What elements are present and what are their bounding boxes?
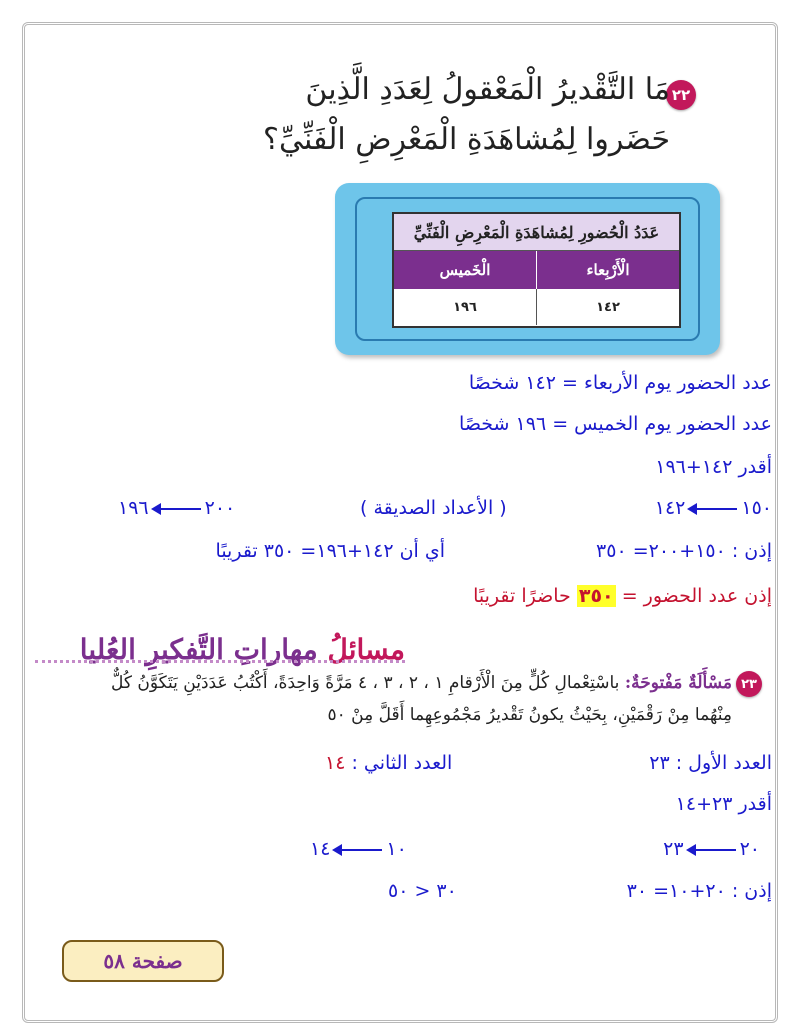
table-title: عَدَدُ الْحُضورِ لِمُشاهَدَةِ الْمَعْرِضِ الْفَنِّيِّ	[394, 214, 679, 251]
original-14-value: ١٤	[310, 838, 331, 860]
rounding-142	[655, 497, 772, 519]
rounding-23	[663, 838, 760, 860]
question-22-line-1: مَا التَّقْديرُ الْمَعْقولُ لِعَدَدِ الَّذِينَ	[305, 72, 670, 107]
friendly-numbers-label: ( الأعداد الصديقة )	[360, 497, 507, 519]
table-header-thursday: الْخَميس	[394, 251, 537, 289]
arrow-left-icon	[334, 849, 382, 851]
question-23-number: ٢٣	[736, 671, 762, 697]
rounded-196-value: ٢٠٠	[204, 497, 236, 519]
original-23-value: ٢٣	[663, 838, 684, 860]
second-number-caption: العدد الثاني :	[351, 752, 453, 774]
page-number: صفحة ٥٨	[62, 940, 224, 982]
original-196-value: ١٩٦	[118, 497, 149, 519]
solution-22-line-2: عدد الحضور يوم الخميس = ١٩٦ شخصًا	[459, 413, 772, 435]
original-142-value: ١٤٢	[654, 497, 686, 519]
section-heading-rest: مهاراتِ التَّفكيرِ العُليا	[79, 633, 318, 666]
solution-22-line-1: عدد الحضور يوم الأربعاء = ١٤٢ شخصًا	[468, 372, 772, 394]
question-22-number: ٢٢	[666, 80, 696, 110]
solution-23-sum: إذن : ٢٠+١٠= ٣٠	[626, 880, 772, 902]
table-row	[394, 289, 679, 325]
table-header-row	[394, 251, 679, 289]
question-23-text-1: باسْتِعْمالِ كُلٍّ مِنَ الْأَرْقامِ ١ ، ٢ ، ٣ ، ٤ مَرَّةً وَاحِدَةً، أَكْتُبُ عَدَدَيْنِ يَتَكَوَّنُ كُلٌّ	[111, 673, 620, 693]
rounded-142-value: ١٥٠	[741, 497, 772, 519]
solution-22-line-3: أقدر ١٤٢+١٩٦	[655, 456, 772, 478]
rounding-196	[118, 497, 235, 519]
final-answer-suffix: حاضرًا تقريبًا	[473, 585, 571, 607]
solution-22-sum: إذن : ١٥٠+٢٠٠= ٣٥٠	[596, 540, 772, 562]
arrow-left-icon	[689, 508, 737, 510]
question-22-line-2: حَضَروا لِمُشاهَدَةِ الْمَعْرِضِ الْفَنِّيِّ؟	[263, 122, 670, 157]
estimate-23-label: أقدر ٢٣+١٤	[675, 793, 772, 815]
arrow-left-icon	[153, 508, 201, 510]
question-23-line-1	[42, 673, 732, 693]
final-answer-prefix: إذن عدد الحضور =	[621, 585, 772, 607]
heading-dotted-rule	[35, 660, 405, 663]
attendance-table	[392, 212, 681, 328]
table-cell-thursday: ١٩٦	[394, 289, 537, 325]
rounding-14	[310, 838, 407, 860]
open-problem-label: مَسْأَلَةٌ مَفْتوحَةٌ:	[624, 673, 732, 693]
second-number-value: ١٤	[325, 752, 346, 774]
page-border	[22, 22, 778, 1023]
question-23-line-2: مِنْهُما مِنْ رَقْمَيْنِ، بِحَيْثُ يكونُ تَقْديرُ مَجْمُوعِهِما أَقَلَّ مِنْ ٥٠	[327, 705, 732, 725]
rounded-23-value: ٢٠	[739, 838, 760, 860]
first-number-label: العدد الأول : ٢٣	[649, 752, 772, 774]
arrow-left-icon	[688, 849, 736, 851]
table-header-wednesday: الْأَرْبِعاء	[586, 261, 630, 279]
section-heading-first-word: مسائلُ	[327, 633, 405, 666]
second-number-label	[325, 752, 452, 774]
solution-22-final	[473, 585, 772, 607]
table-cell-wednesday: ١٤٢	[596, 299, 620, 315]
solution-22-approx: أي أن ١٤٢+١٩٦= ٣٥٠ تقريبًا	[215, 540, 445, 562]
rounded-14-value: ١٠	[386, 838, 407, 860]
final-answer-value: ٣٥٠	[578, 585, 614, 607]
solution-23-compare: ٣٠ < ٥٠	[388, 880, 457, 902]
